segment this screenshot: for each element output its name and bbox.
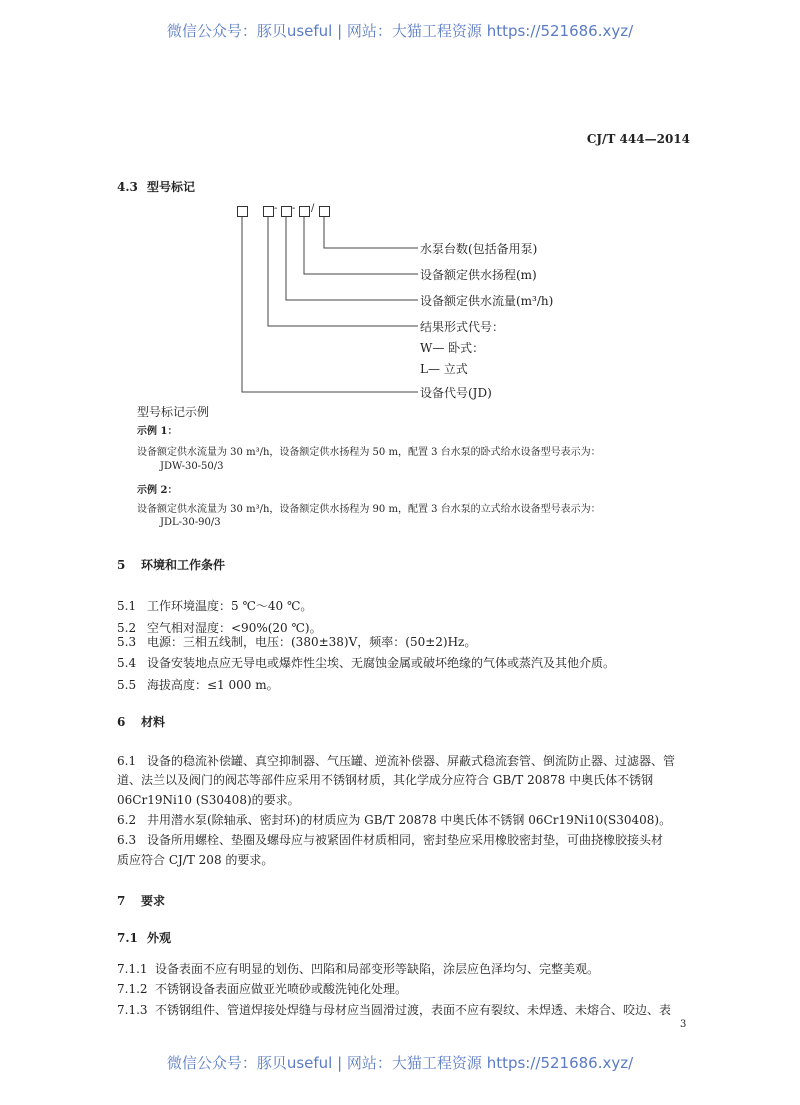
watermark-top: 微信公众号：豚贝useful | 网站：大猫工程资源 https://521686.xyz/ <box>166 22 634 40</box>
label-pump-count: 水泵台数(包括备用泵) <box>420 242 538 256</box>
label-device-code: 设备代号(JD) <box>420 386 492 400</box>
clause-5-5: 5.5 海拔高度：≤1 000 m。 <box>117 678 279 692</box>
clause-6-1-line-3: 06Cr19Ni10 (S30408)的要求。 <box>117 793 300 807</box>
section-7-1-heading: 7.1 外观 <box>117 931 172 945</box>
example-1-label: 示例 1： <box>137 426 178 437</box>
clause-7-1-3: 7.1.3 不锈钢组件、管道焊接处焊缝与母材应当圆滑过渡，表面不应有裂纹、未焊透、未熔合、咬边、表 <box>117 1003 672 1017</box>
section-6-heading: 6 材料 <box>117 715 166 729</box>
separator: - <box>292 203 296 214</box>
clause-6-1-line-2: 道、法兰以及阀门的阀芯等部件应采用不锈钢材质，其化学成分应符合 GB/T 20878 中奥氏体不锈钢 <box>117 773 654 787</box>
clause-7-1-1: 7.1.1 设备表面不应有明显的划伤、凹陷和局部变形等缺陷，涂层应色泽均匀、完整美观。 <box>117 962 600 976</box>
label-structure-code: 结果形式代号： <box>420 320 505 334</box>
label-horizontal: W— 卧式： <box>420 341 485 355</box>
section-5-heading: 5 环境和工作条件 <box>117 558 226 572</box>
label-rated-flow: 设备额定供水流量(m³/h) <box>420 294 554 308</box>
examples-title: 型号标记示例 <box>137 405 210 419</box>
section-7-heading: 7 要求 <box>117 894 166 908</box>
section-4-3-heading: 4.3 型号标记 <box>117 180 196 194</box>
example-2-text: 设备额定供水流量为 30 m³/h，设备额定供水扬程为 90 m，配置 3 台水泵的立式给水设备型号表示为： <box>137 504 601 515</box>
watermark-bottom: 微信公众号：豚贝useful | 网站：大猫工程资源 https://521686.xyz/ <box>166 1054 634 1072</box>
separator: - <box>274 203 278 214</box>
page-number: 3 <box>680 1019 687 1030</box>
clause-5-1: 5.1 工作环境温度：5 ℃～40 ℃。 <box>117 599 313 613</box>
clause-7-1-2: 7.1.2 不锈钢设备表面应做亚光喷砂或酸洗钝化处理。 <box>117 982 408 996</box>
clause-6-2: 6.2 井用潜水泵(除轴承、密封环)的材质应为 GB/T 20878 中奥氏体不锈钢 06Cr19Ni10(S30408)。 <box>117 813 672 827</box>
separator: / <box>311 203 315 214</box>
clause-5-2: 5.2 空气相对湿度：<90%(20 ℃)。 <box>117 621 322 635</box>
example-1-code: JDW-30-50/3 <box>160 461 224 472</box>
label-rated-head: 设备额定供水扬程(m) <box>420 268 537 282</box>
standard-number-header: CJ/T 444—2014 <box>586 132 690 146</box>
clause-5-4: 5.4 设备安装地点应无导电或爆炸性尘埃、无腐蚀金属或破坏绝缘的气体或蒸汽及其他介质。 <box>117 656 616 670</box>
clause-5-3: 5.3 电源：三相五线制，电压：(380±38)V，频率：(50±2)Hz。 <box>117 635 477 649</box>
clause-6-3-line-2: 质应符合 CJ/T 208 的要求。 <box>117 853 274 867</box>
example-2-label: 示例 2： <box>137 485 178 496</box>
example-2-code: JDL-30-90/3 <box>160 517 221 528</box>
diagram-leader-lines <box>0 0 800 420</box>
label-vertical: L— 立式 <box>420 362 468 376</box>
clause-6-3: 6.3 设备所用螺栓、垫圈及螺母应与被紧固件材质相同，密封垫应采用橡胶密封垫，可曲挠橡胶接头材 <box>117 833 664 847</box>
clause-6-1: 6.1 设备的稳流补偿罐、真空抑制器、气压罐、逆流补偿器、屏蔽式稳流套管、倒流防止器、过滤器、管 <box>117 754 676 768</box>
example-1-text: 设备额定供水流量为 30 m³/h，设备额定供水扬程为 50 m，配置 3 台水泵的卧式给水设备型号表示为： <box>137 447 601 458</box>
